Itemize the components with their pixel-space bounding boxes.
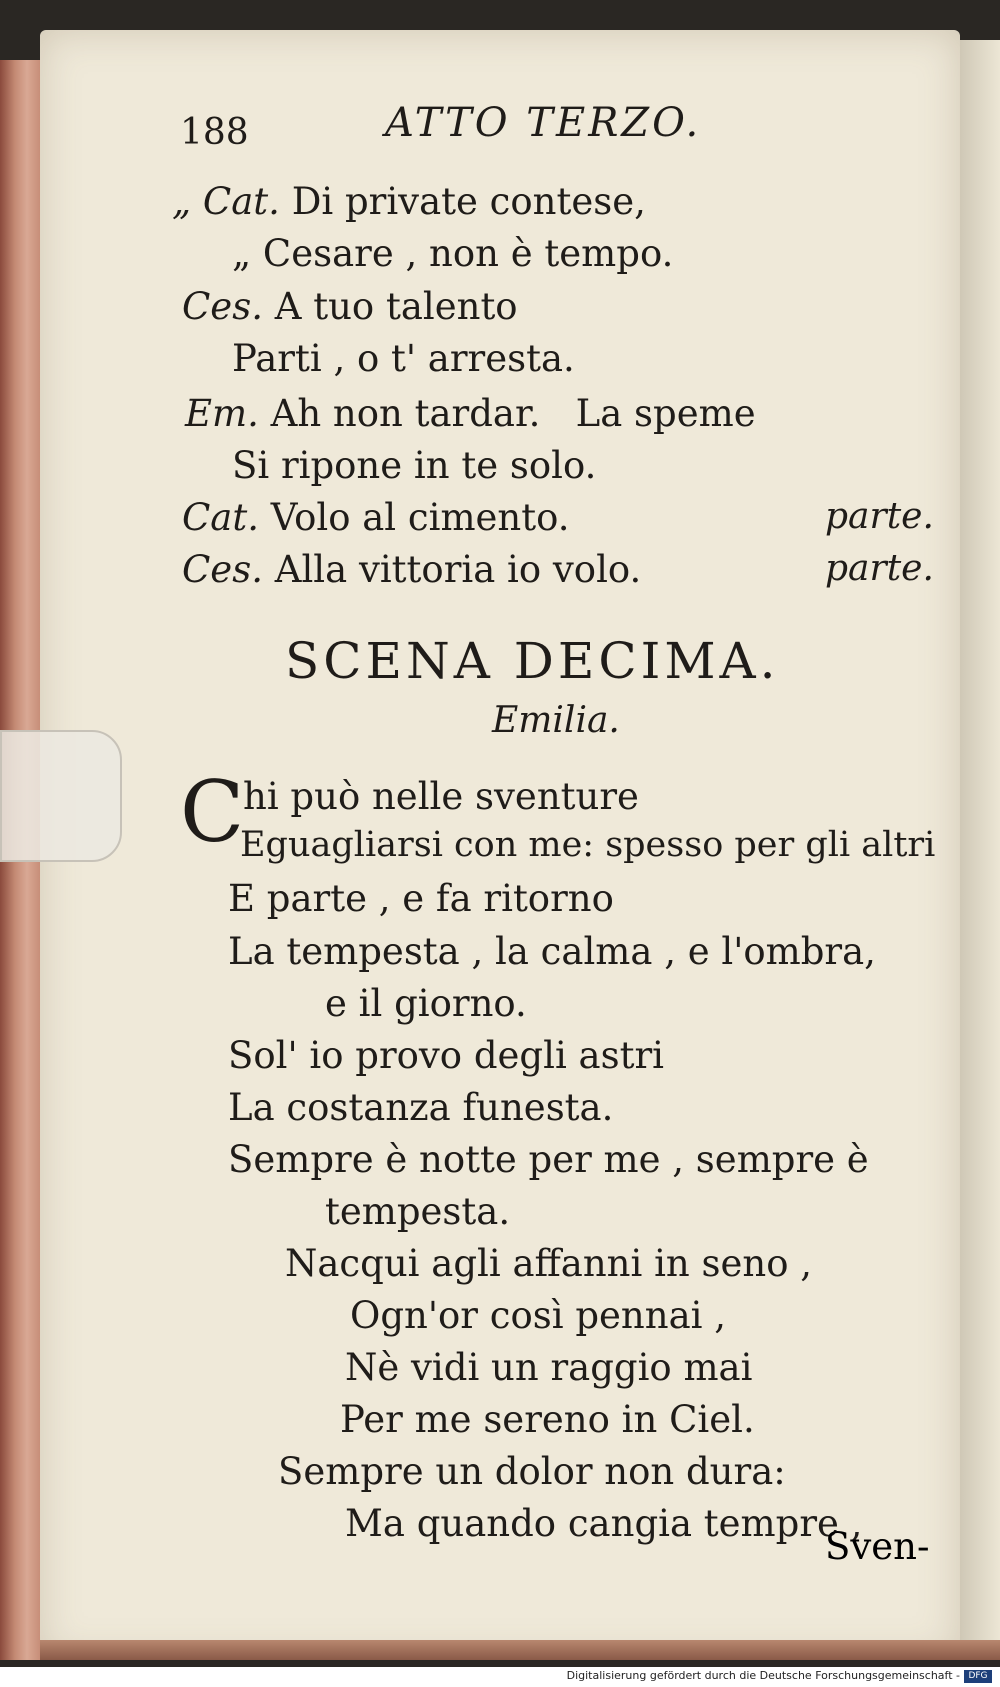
line-text: Parti , o t' arresta. [232, 337, 575, 380]
verse-line: Eguagliarsi con me: spesso per gli altri [240, 825, 936, 865]
stage-direction: parte. [825, 496, 934, 537]
line-text: Alla vittoria io volo. [274, 548, 642, 591]
dialogue-line-1 [172, 180, 646, 223]
verse-line: tempesta. [325, 1190, 511, 1233]
funding-credit: Digitalisierung gefördert durch die Deutsche Forschungsgemeinschaft - [566, 1669, 960, 1682]
dialogue-line-4 [232, 337, 575, 380]
dialogue-line-2 [232, 232, 673, 275]
dialogue-line-6 [232, 444, 596, 487]
verse-line: Sempre è notte per me , sempre è [228, 1138, 869, 1181]
line-text: Volo al cimento. [270, 496, 570, 539]
line-text: Si ripone in te solo. [232, 444, 597, 487]
verse-line: Nacqui agli affanni in seno , [285, 1242, 813, 1285]
speaker: „ Cat. [172, 180, 280, 223]
verse-line: hi può nelle sventure [243, 775, 639, 818]
line-text: A tuo talento [274, 285, 518, 328]
line-text: „ Cesare , non è tempo. [232, 232, 674, 275]
line-text: Di private contese, [291, 180, 646, 223]
dfg-logo: DFG [964, 1670, 992, 1683]
line-text: Ah non tardar. La speme [270, 392, 756, 435]
dialogue-line-5 [185, 392, 756, 435]
dialogue-line-3 [182, 285, 518, 328]
scene-character: Emilia. [492, 700, 620, 741]
speaker: Ces. [182, 548, 263, 591]
speaker: Ces. [182, 285, 263, 328]
dialogue-line-7 [182, 496, 570, 539]
running-head: ATTO TERZO. [385, 100, 702, 146]
verse-line: e il giorno. [325, 982, 527, 1025]
verse-line: Sempre un dolor non dura: [278, 1450, 786, 1493]
scene-title: SCENA DECIMA. [285, 632, 780, 690]
verse-line: Nè vidi un raggio mai [345, 1346, 753, 1389]
speaker: Cat. [182, 496, 259, 539]
catchword: Sven- [825, 1525, 930, 1568]
verse-line: Ogn'or così pennai , [350, 1294, 726, 1337]
digitization-footer [0, 1667, 1000, 1687]
verse-line: La costanza funesta. [228, 1086, 614, 1129]
page-number: 188 [180, 112, 249, 153]
book-bottom-edge [40, 1640, 1000, 1660]
stage-direction: parte. [825, 548, 934, 589]
facing-page-strip [960, 40, 1000, 1640]
dialogue-line-8 [182, 548, 641, 591]
speaker: Em. [185, 392, 259, 435]
verse-line: Ma quando cangia tempre , [345, 1502, 863, 1545]
verse-line: La tempesta , la calma , e l'ombra, [228, 930, 876, 973]
verse-line: E parte , e fa ritorno [228, 877, 614, 920]
verse-line: Sol' io provo degli astri [228, 1034, 664, 1077]
drop-cap: C [180, 763, 245, 861]
verse-line: Per me sereno in Ciel. [340, 1398, 755, 1441]
bookmark-tab [0, 730, 122, 862]
